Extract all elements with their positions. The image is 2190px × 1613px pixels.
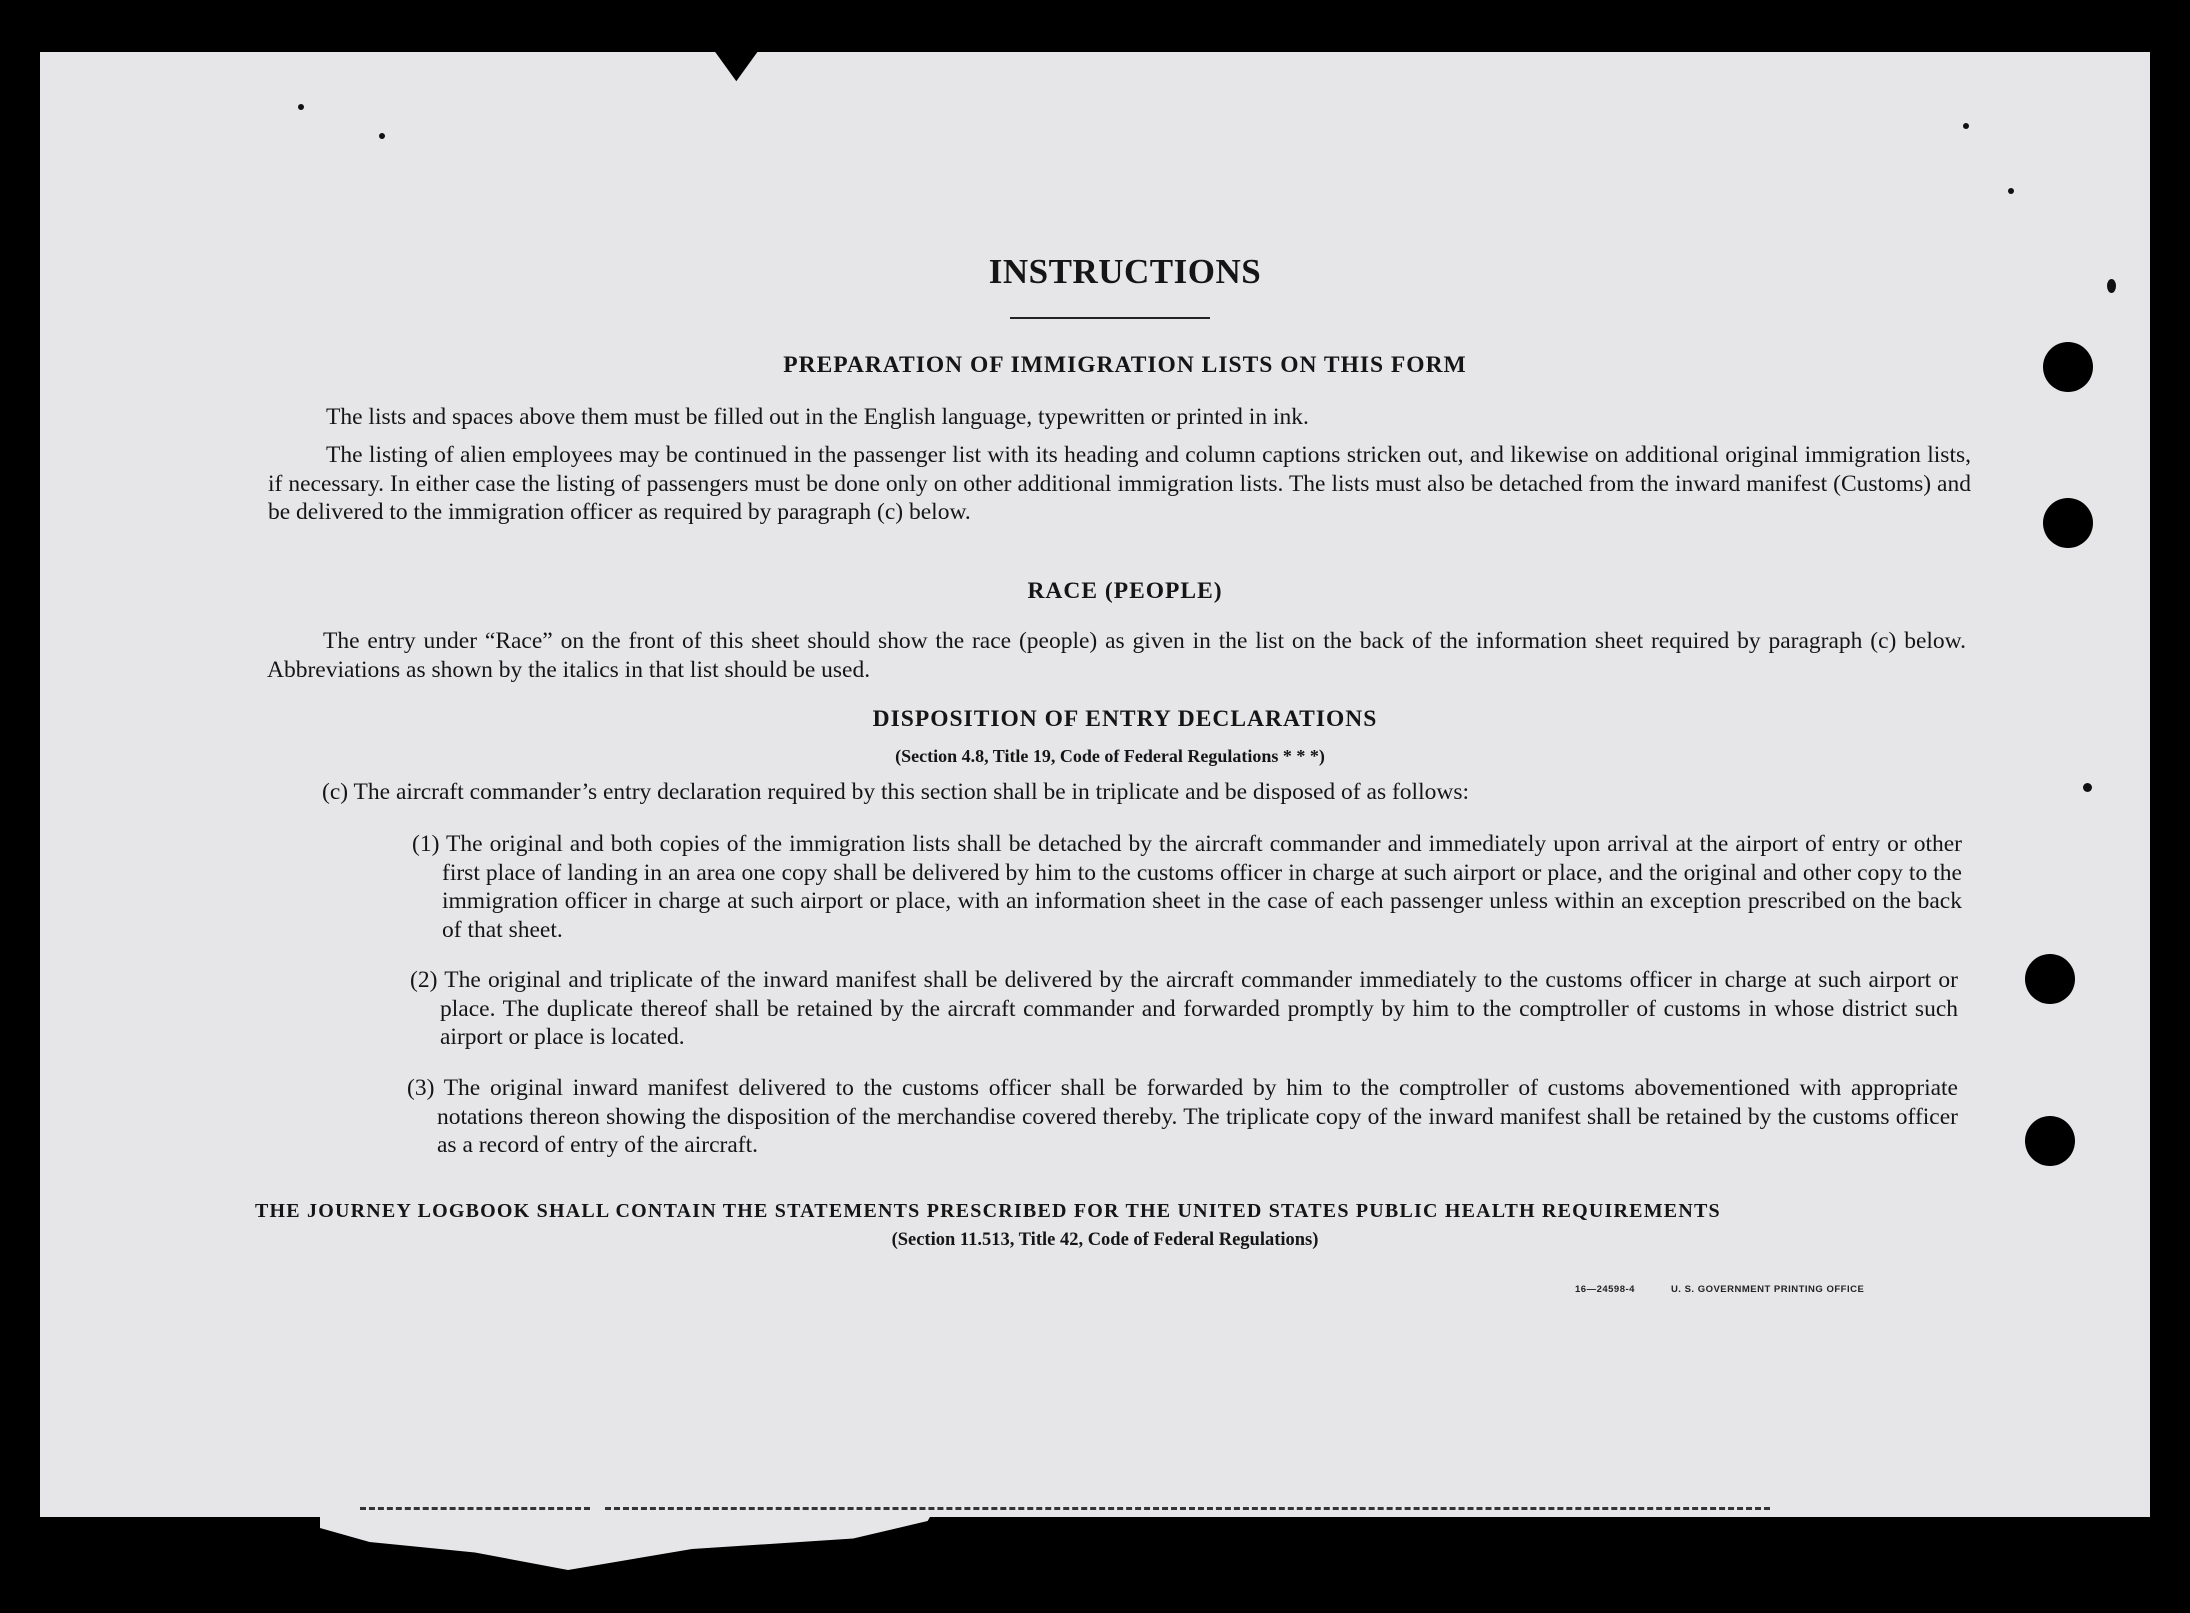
paragraph-c-intro: (c) The aircraft commander’s entry declaration required by this section shall be in triplicate and be disposed of as follows: [322,779,1469,805]
paragraph-lists-language: The lists and spaces above them must be filled out in the English language, typewritten or printed in ink. [326,404,1309,430]
list-item-3: (3) The original inward manifest delivered to the customs officer shall be forwarded by him to the comptroller of customs abovementioned with appropriate notations thereon showing the disposition of the merchandise covered thereby. The triplicate copy of the inward manifest shall be retained by the customs officer as a record of entry of the aircraft. [407,1075,1958,1158]
printer-name: U. S. GOVERNMENT PRINTING OFFICE [1670,1284,1865,1295]
list-item-1: (1) The original and both copies of the immigration lists shall be detached by the aircraft commander and immediately upon arrival at the airport of entry or other first place of landing in an area one copy shall be delivered by him to the customs officer in charge at such airport or place, and the original and other copy to the immigration officer in charge at such airport or place, with an information sheet in the case of each passenger unless within an exception prescribed on the back of that sheet. [412,831,1962,943]
paragraph-race-entry: The entry under “Race” on the front of this sheet should show the race (people) as given in the list on the back of the information sheet required by paragraph (c) below. Abbreviations as shown by the italics in that list should be used. [267,628,1966,683]
footer-citation-title-42: (Section 11.513, Title 42, Code of Federal Regulations) [891,1230,1319,1250]
list-item-2: (2) The original and triplicate of the inward manifest shall be delivered by the aircraft commander immediately to the customs officer in charge at such airport or place. The duplicate thereof shall be retained by the aircraft commander and forwarded promptly by him to the comptroller of customs in whose district such airport or place is located. [410,967,1958,1050]
page-title: INSTRUCTIONS [988,252,1262,291]
printer-imprint [1575,1284,1864,1295]
paragraph-alien-employees: The listing of alien employees may be continued in the passenger list with its heading and column captions stricken out, and likewise on additional original immigration lists, if necessary. In either case the listing of passengers must be done only on other additional immigration lists. The lists must also be detached from the inward manifest (Customs) and be delivered to the immigration officer as required by paragraph (c) below. [268,442,1971,525]
form-number: 16—24598-4 [1575,1284,1635,1295]
section-heading-disposition: DISPOSITION OF ENTRY DECLARATIONS [872,706,1378,732]
section-heading-race: RACE (PEOPLE) [1027,578,1223,604]
citation-title-19: (Section 4.8, Title 19, Code of Federal Regulations * * *) [895,746,1325,766]
title-underline [1010,317,1210,319]
footer-health-requirements: THE JOURNEY LOGBOOK SHALL CONTAIN THE STATEMENTS PRESCRIBED FOR THE UNITED STATES PUBLIC HEALTH REQUIREMENTS [255,1200,1721,1222]
section-heading-preparation: PREPARATION OF IMMIGRATION LISTS ON THIS FORM [783,352,1467,378]
